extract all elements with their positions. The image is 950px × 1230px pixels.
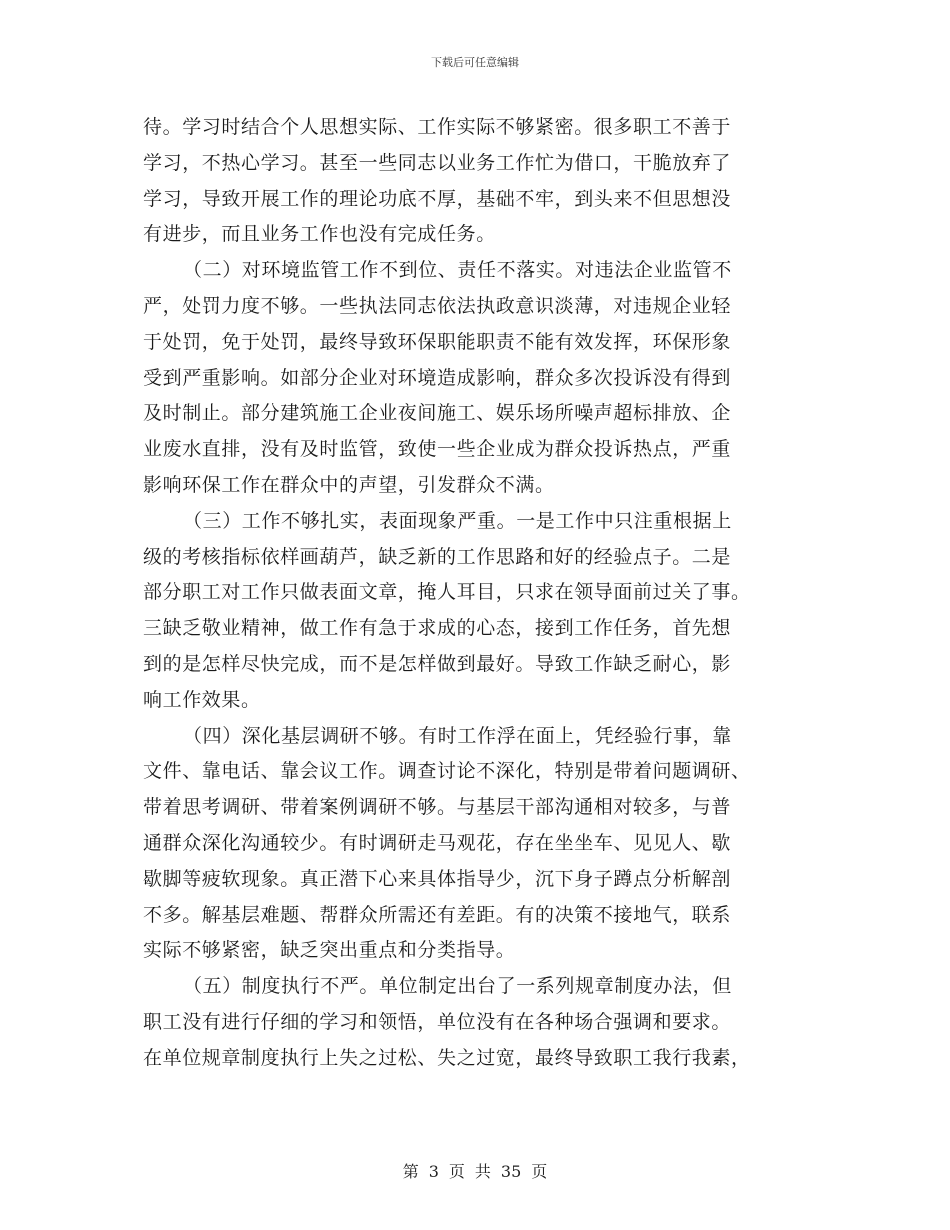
text-line: 待。学习时结合个人思想实际、工作实际不够紧密。很多职工不善于 <box>143 116 732 138</box>
text-line: 歇脚等疲软现象。真正潜下心来具体指导少，沉下身子蹲点分析解剖 <box>143 867 732 890</box>
text-line: 响工作效果。 <box>143 688 261 711</box>
text-line: 不多。解基层难题、帮群众所需还有差距。有的决策不接地气，联系 <box>143 903 732 926</box>
text-line: 于处罚，免于处罚，最终导致环保职能职责不能有效发挥，环保形象 <box>143 330 732 353</box>
paragraph-start-line: （四）深化基层调研不够。有时工作浮在面上，凭经验行事，靠 <box>183 724 732 747</box>
text-line: 在单位规章制度执行上失之过松、失之过宽，最终导致职工我行我素， <box>143 1046 751 1069</box>
text-line: 及时制止。部分建筑施工企业夜间施工、娱乐场所噪声超标排放、企 <box>143 402 732 425</box>
page-header: 下载后可任意编辑 <box>431 56 519 69</box>
page-total: 35 <box>500 1162 522 1181</box>
text-line: 级的考核指标依样画葫芦，缺乏新的工作思路和好的经验点子。二是 <box>143 545 732 568</box>
text-line: 影响环保工作在群众中的声望，引发群众不满。 <box>143 473 555 496</box>
page-footer <box>0 1159 950 1182</box>
footer-ye-end: 页 <box>531 1162 548 1181</box>
text-line: 职工没有进行仔细的学习和领悟，单位没有在各种场合强调和要求。 <box>143 1010 732 1033</box>
text-line: 业废水直排，没有及时监管，致使一些企业成为群众投诉热点，严重 <box>143 438 732 461</box>
text-line: 带着思考调研、带着案例调研不够。与基层干部沟通相对较多，与普 <box>143 796 732 819</box>
footer-di: 第 <box>402 1162 419 1181</box>
footer-ye: 页 <box>448 1162 465 1181</box>
text-line: 受到严重影响。如部分企业对环境造成影响，群众多次投诉没有得到 <box>143 366 732 389</box>
text-line: 部分职工对工作只做表面文章，掩人耳目，只求在领导面前过关了事。 <box>143 581 751 604</box>
paragraph-start-line: （三）工作不够扎实，表面现象严重。一是工作中只注重根据上 <box>183 509 732 532</box>
footer-gong: 共 <box>474 1162 491 1181</box>
text-line: 学习，不热心学习。甚至一些同志以业务工作忙为借口，干脆放弃了 <box>143 151 732 174</box>
text-line: 通群众深化沟通较少。有时调研走马观花，存在坐坐车、见见人、歇 <box>143 831 732 854</box>
text-line: 文件、靠电话、靠会议工作。调查讨论不深化，特别是带着问题调研、 <box>143 760 751 783</box>
document-body <box>143 110 813 1077</box>
text-line: 到的是怎样尽快完成，而不是怎样做到最好。导致工作缺乏耐心，影 <box>143 652 732 675</box>
text-line: 三缺乏敬业精神，做工作有急于求成的心态，接到工作任务，首先想 <box>143 617 732 640</box>
text-line: 严，处罚力度不够。一些执法同志依法执政意识淡薄，对违规企业轻 <box>143 294 732 317</box>
text-line: 学习，导致开展工作的理论功底不厚，基础不牢，到头来不但思想没 <box>143 187 732 210</box>
text-line: 实际不够紧密，缺乏突出重点和分类指导。 <box>143 939 516 962</box>
text-line: 有进步，而且业务工作也没有完成任务。 <box>143 223 496 246</box>
paragraph-start-line: （五）制度执行不严。单位制定出台了一系列规章制度办法，但 <box>183 975 732 998</box>
paragraph-start-line: （二）对环境监管工作不到位、责任不落实。对违法企业监管不 <box>183 259 732 282</box>
page-number: 3 <box>428 1162 439 1181</box>
